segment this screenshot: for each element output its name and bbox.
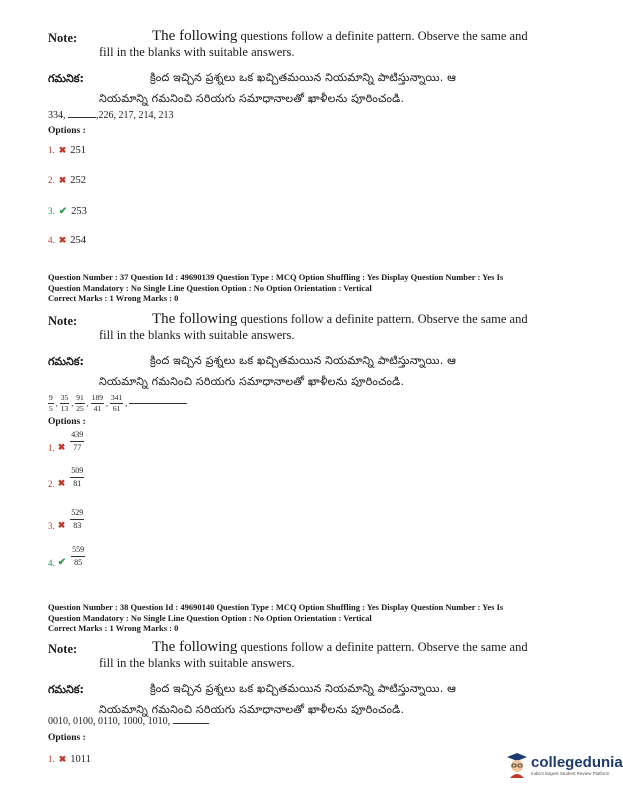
option-number: 1.: [48, 145, 55, 155]
fraction-numerator: 529: [70, 508, 84, 520]
note-text-line2: fill in the blanks with suitable answers.: [99, 328, 295, 342]
fraction-denominator: 5: [49, 404, 53, 413]
fraction: [48, 394, 54, 413]
cross-icon: ✖: [57, 520, 66, 530]
options-label: Options :: [48, 417, 86, 427]
telugu-note-label: గమనిక:: [48, 355, 84, 368]
fraction-numerator: 341: [111, 393, 123, 402]
option-value: 251: [70, 145, 87, 156]
telugu-note-line2: నియమాన్ని గమనించి సరియగు సమాధానాలతో ఖాళీలను పూరించండి.: [99, 92, 405, 105]
question-series: 334, ,226, 217, 214, 213: [48, 110, 174, 121]
option-value: 254: [70, 235, 87, 246]
fraction: [91, 394, 104, 413]
fraction-denominator: 81: [73, 479, 82, 488]
fraction-numerator: 9: [49, 393, 53, 402]
option-item[interactable]: [48, 170, 86, 188]
note-text: The following questions follow a definite pattern. Observe the same and: [152, 639, 528, 655]
question-meta-line1: Question Number : 37 Question Id : 49690139 Question Type : MCQ Option Shuffling : Yes Display Question Number : Yes Is: [48, 272, 504, 282]
options-label: Options :: [48, 733, 86, 743]
blank: [129, 403, 187, 404]
telugu-note-line2: నియమాన్ని గమనించి సరియగు సమాధానాలతో ఖాళీలను పూరించండి.: [99, 375, 405, 388]
option-value: 252: [70, 175, 87, 186]
logo-name: collegedunia: [531, 754, 623, 771]
fraction-denominator: 13: [60, 404, 69, 413]
note-text-line2: fill in the blanks with suitable answers.: [99, 656, 295, 670]
option-number: 3.: [48, 206, 55, 216]
fraction-numerator: 189: [91, 393, 103, 402]
note-text-line2: fill in the blanks with suitable answers.: [99, 45, 295, 59]
option-item[interactable]: [48, 230, 86, 248]
option-item[interactable]: [48, 430, 84, 453]
options-label: Options :: [48, 126, 86, 136]
option-number: 4.: [48, 558, 55, 568]
option-fraction: [70, 466, 84, 489]
option-number: 2.: [48, 479, 55, 489]
cross-icon: ✖: [58, 175, 67, 185]
telugu-note-line1: క్రింద ఇచ్చిన ప్రశ్నలు ఒక ఖచ్చితమయిన నియమాన్ని పాటిస్తున్నాయి. ఆ: [150, 71, 457, 84]
fraction: [75, 394, 85, 413]
question-series: 0010, 0100, 0110, 1000, 1010,: [48, 716, 209, 727]
option-value: 253: [71, 206, 87, 217]
option-item[interactable]: [48, 508, 84, 531]
fraction-denominator: 85: [74, 558, 83, 567]
check-icon: ✔: [57, 557, 67, 568]
question-meta-line2: Question Mandatory : No Single Line Question Option : No Option Orientation : Vertical: [48, 612, 372, 623]
question-marks: Correct Marks : 1 Wrong Marks : 0: [48, 623, 179, 633]
option-item[interactable]: [48, 749, 91, 767]
option-number: 1.: [48, 443, 55, 453]
blank: [68, 117, 96, 118]
option-fraction: [70, 508, 84, 531]
option-fraction: [71, 545, 85, 568]
cross-icon: ✖: [58, 754, 67, 764]
cross-icon: ✖: [57, 478, 66, 488]
cross-icon: ✖: [57, 442, 66, 452]
graduate-avatar-icon: [506, 752, 528, 778]
option-item[interactable]: [48, 545, 85, 568]
telugu-note-line2: నియమాన్ని గమనించి సరియగు సమాధానాలతో ఖాళీలను పూరించండి.: [99, 703, 405, 716]
option-number: 4.: [48, 235, 55, 245]
check-icon: ✔: [58, 206, 68, 217]
question-meta-line2: Question Mandatory : No Single Line Question Option : No Option Orientation : Vertical: [48, 282, 372, 293]
fraction-numerator: 91: [76, 393, 84, 402]
fraction-denominator: 61: [112, 404, 121, 413]
option-number: 1.: [48, 754, 55, 764]
option-number: 3.: [48, 521, 55, 531]
fraction-denominator: 41: [93, 404, 102, 413]
fraction-numerator: 439: [70, 430, 84, 442]
option-fraction: [70, 430, 84, 453]
option-item[interactable]: [48, 140, 86, 158]
note-text: The following questions follow a definite pattern. Observe the same and: [152, 28, 528, 44]
note-text: The following questions follow a definite pattern. Observe the same and: [152, 311, 528, 327]
question-meta-line1: Question Number : 38 Question Id : 49690140 Question Type : MCQ Option Shuffling : Yes Display Question Number : Yes Is: [48, 602, 504, 612]
question-meta: [48, 272, 588, 304]
question-meta: [48, 602, 588, 634]
telugu-note-label: గమనిక:: [48, 683, 84, 696]
telugu-note-label: గమనిక:: [48, 72, 84, 85]
fraction-denominator: 83: [73, 521, 82, 530]
fraction-denominator: 25: [76, 404, 84, 413]
option-number: 2.: [48, 175, 55, 185]
fraction-denominator: 77: [73, 443, 82, 452]
fraction: [110, 394, 123, 413]
option-item[interactable]: [48, 466, 84, 489]
fraction-numerator: 509: [70, 466, 84, 478]
fraction-numerator: 559: [71, 545, 85, 557]
note-label: Note:: [48, 31, 78, 45]
collegedunia-logo: [506, 752, 623, 778]
question-marks: Correct Marks : 1 Wrong Marks : 0: [48, 293, 179, 303]
telugu-note-line1: క్రింద ఇచ్చిన ప్రశ్నలు ఒక ఖచ్చితమయిన నియమాన్ని పాటిస్తున్నాయి. ఆ: [150, 682, 457, 695]
cross-icon: ✖: [58, 145, 67, 155]
note-label: Note:: [48, 314, 78, 328]
blank: [173, 723, 209, 724]
cross-icon: ✖: [58, 235, 67, 245]
telugu-note-line1: క్రింద ఇచ్చిన ప్రశ్నలు ఒక ఖచ్చితమయిన నియమాన్ని పాటిస్తున్నాయి. ఆ: [150, 354, 457, 367]
option-item[interactable]: [48, 201, 87, 219]
fraction: [60, 394, 70, 413]
fraction-numerator: 35: [60, 393, 69, 402]
option-value: 1011: [70, 754, 91, 765]
note-label: Note:: [48, 642, 78, 656]
fraction-series: $\frac{9}{5}$ , $\frac{35}{13}$ , $\frac{91}{25}$ , $\frac{189}{41}$ , $\frac{341}{61}$ ,: [48, 394, 187, 413]
logo-tagline: India's largest Student Review Platform: [531, 771, 610, 776]
